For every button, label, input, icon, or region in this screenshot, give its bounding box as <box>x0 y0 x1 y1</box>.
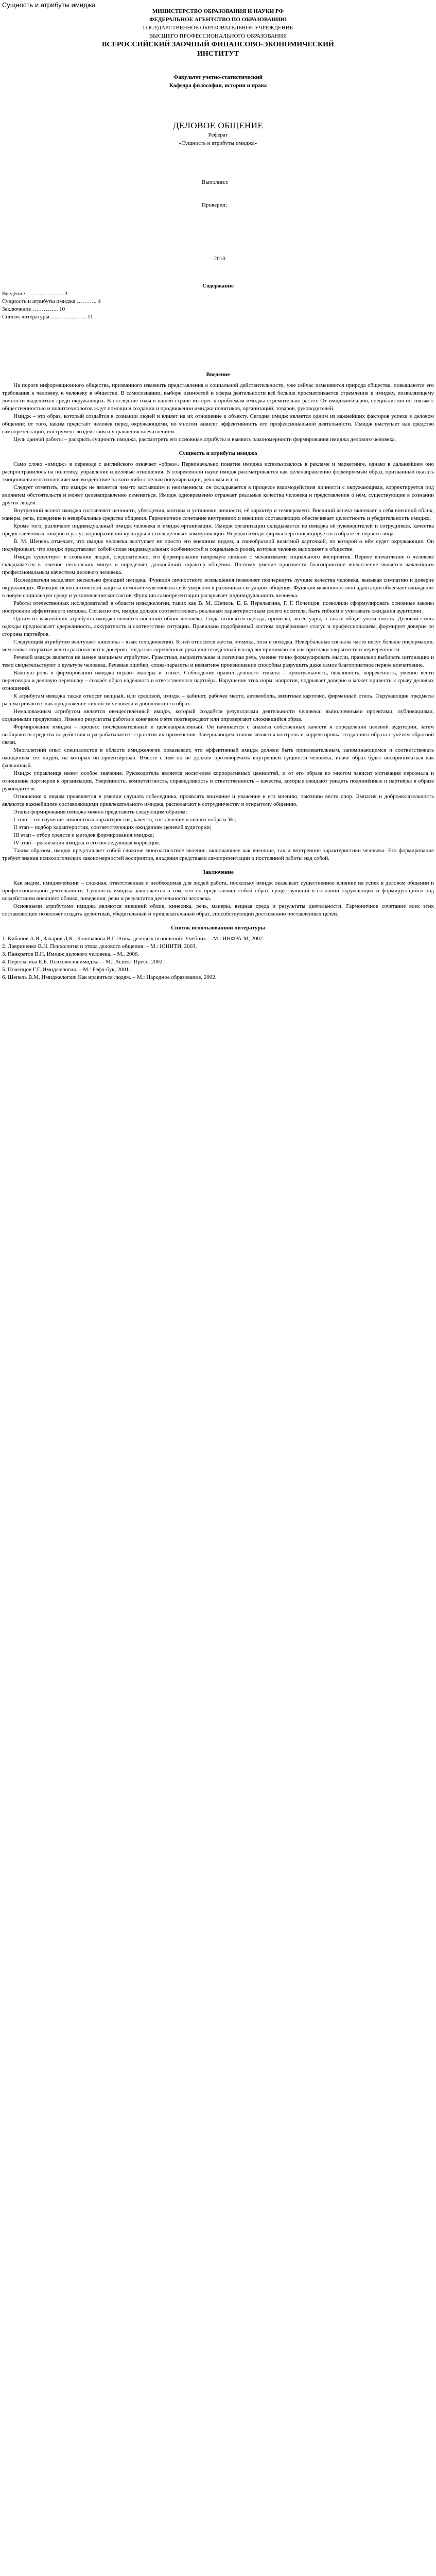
paragraph: Имидж существует в сознании людей, следовательно, его формирование напрямую связано с механизмами социального восприятия. Первое впечатление о человеке складывается в течение нескольких минут и определяет дальнейший характер общения. Поэтому умение произвести благоприятное впечатление является важнейшим профессиональным качеством делового человека. <box>2 554 434 575</box>
bibliography-item: 5. Почепцов Г.Г. Имиджелогия. – М.: Рефл-бук, 2001. <box>2 967 130 973</box>
section-heading: Заключение <box>202 869 234 875</box>
paragraph: Внутренний аспект имиджа составляют ценности, убеждения, мотивы и установки личности, её характер и темперамент. Внешний аспект включает в себя внешний облик, манеры, речь, поведение и невербальные средства общения. Гармоничное сочетание внутренних и внешних составляющих обеспечивает целостность и убедительность имиджа. <box>2 507 434 521</box>
paragraph: Отношение к людям проявляется в умении слушать собеседника, проявлять внимание и уважение к его мнению, тактично вести спор. Эмпатия и доброжелательность являются важнейшими составляющими привлекательного имиджа, располагают к сотрудничеству и открытому общению. <box>2 793 434 807</box>
paragraph: Цель данной работы – раскрыть сущность имиджа, рассмотреть его основные атрибуты и выявить закономерности формирования имиджа делового человека. <box>13 436 396 443</box>
paragraph: На пороге информационного общества, призванного изменить представления о социальной действительности, уже сейчас изменяются природа общества, повышаются его требования к человеку, к человеку в обществе. В самосознании, выборе ценностей и сферы деятельности всё больше просматривается стремление к имиджу, позволяющему личности выделиться среди окружающих. В последние годы в нашей стране интерес к проблемам имиджа стремительно растёт. От имиджмейкеров, специалистов по связям с общественностью и политтехнологов ждут помощи в создании и продвижении имиджа политиков, организаций, товаров, руководителей. <box>2 382 434 412</box>
paragraph: Само слово «имидж» в переводе с английского означает «образ». Первоначально понятие имиджа использовалось в рекламе и маркетинге, однако в дальнейшем оно распространилось на политику, управление и деловые отношения. В современной науке имидж рассматривается как целенаправленно формируемый образ, призванный оказать эмоционально-психологическое воздействие на кого-либо с целью популяризации, рекламы и т. п. <box>2 461 434 483</box>
toc-heading: Содержание <box>202 283 234 289</box>
bibliography-item: 3. Панкратов В.Н. Имидж делового человека. – М., 2006. <box>2 951 139 957</box>
paragraph: Кроме того, различают индивидуальный имидж человека и имидж организации. Имидж организации складывается из имиджа её руководителей и сотрудников, качества предоставляемых товаров и услуг, корпоративной культуры и стиля деловых коммуникаций. Нередко имидж фирмы персонифицируется в образе её первого лица. <box>2 523 434 537</box>
institution-type-line-2: ВЫСШЕГО ПРОФЕССИОНАЛЬНОГО ОБРАЗОВАНИЯ <box>149 33 287 39</box>
paragraph: Немаловажным атрибутом является овеществлённый имидж, который создаётся результатами деятельности человека: выполненными проектами, публикациями, созданными продуктами. Именно результаты работы в конечном счёте подтверждают или опровергают сложившийся образ. <box>2 708 434 722</box>
department-line: Кафедра философии, истории и права <box>169 82 267 89</box>
paragraph: IV этап – реализация имиджа и его последующая коррекция. <box>13 840 161 846</box>
document-title: Сущность и атрибуты имиджа <box>2 1 96 9</box>
paragraph: Этапы формирования имиджа можно представить следующим образом: <box>13 809 187 815</box>
work-topic: «Сущность и атрибуты имиджа» <box>178 140 258 146</box>
institution-type-line-1: ГОСУДАРСТВЕННОЕ ОБРАЗОВАТЕЛЬНОЕ УЧРЕЖДЕНИЕ <box>143 25 293 31</box>
ministry-line: МИНИСТЕРСТВО ОБРАЗОВАНИЯ И НАУКИ РФ <box>152 8 284 14</box>
city-year: - 2010 <box>211 256 225 262</box>
toc-item: Список литературы ………………. 11 <box>2 314 93 320</box>
paragraph: Следующим атрибутом выступает кинесика – язык телодвижений. К ней относятся жесты, мимика, поза и походка. Невербальные сигналы часто несут больше информации, чем слова: открытые жесты располагают к доверию, тогда как скрещённые руки или отведённый взгляд воспринимаются как признаки закрытости и неуверенности. <box>2 639 434 653</box>
title-page <box>0 7 436 263</box>
paragraph: I этап – это изучение личностных характеристик, качеств, составление и анализ «образа-Я»; <box>13 817 237 823</box>
checked-by-label: Проверил: <box>202 202 227 208</box>
bibliography-item: 6. Шепель В.М. Имиджелогия: Как нравиться людям. – М.: Народное образование, 2002. <box>2 974 217 980</box>
paragraph: Многолетний опыт специалистов в области имиджелогии показывает, что эффективный имидж должен быть привлекательным, запоминающимся и соответствовать ожиданиям тех людей, на которых он ориентирован. Вместе с тем он не должен противоречить внутренней сущности человека, иначе образ будет восприниматься как фальшивый. <box>2 747 434 769</box>
bibliography-item: 4. Перелыгина Е.Б. Психология имиджа. – М.: Аспект Пресс, 2002. <box>2 959 164 965</box>
paragraph: III этап – отбор средств и методов формирования имиджа; <box>13 832 154 838</box>
work-type: Реферат <box>208 132 228 138</box>
paragraph: Речевой имидж является не менее значимым атрибутом. Грамотная, выразительная и логичная речь, умение точно формулировать мысли, правильно выбирать интонацию и темп свидетельствуют о культуре человека. Речевые ошибки, слова-паразиты и невнятное произношение способны разрушить даже самое благоприятное первое впечатление. <box>2 654 434 668</box>
toc-item: Заключение ………….. 10 <box>2 306 65 312</box>
bibliography-heading: Список использованной литературы <box>171 925 265 931</box>
paragraph: Основными атрибутами имиджа являются внешний облик, кинесика, речь, манеры, вещная среда и результаты деятельности. Гармоничное сочетание всех этих составляющих позволяет создать целостный, убедительный и привлекательный образ, способствующий достижению поставленных целей. <box>2 903 434 917</box>
faculty-line: Факультет учетно-статистический <box>173 74 263 80</box>
table-of-contents <box>2 282 434 321</box>
bibliography-item: 2. Лавриненко В.Н. Психология и этика делового общения. – М.: ЮНИТИ, 2003. <box>2 943 197 950</box>
paragraph: Имидж управленца имеет особое значение. Руководитель является носителем корпоративных ценностей, и от его образа во многом зависит мотивация персонала и отношение партнёров к организации. Уверенность, компетентность, справедливость и ответственность – качества, которые ожидают увидеть подчинённые и партнёры в образе руководителя. <box>2 770 434 792</box>
work-subject: ДЕЛОВОЕ ОБЩЕНИЕ <box>172 121 264 130</box>
paragraph: Формирование имиджа – процесс последовательный и целенаправленный. Он начинается с анализа собственных качеств и определения целевой аудитории, затем выбираются средства воздействия и разрабатывается стратегия их применения. Завершающим этапом является контроль и корректировка созданного образа с учётом обратной связи. <box>2 724 434 745</box>
paragraph: Следует отметить, что имидж не является чем-то застывшим и неизменным: он складывается в процессе взаимодействия личности с окружающими, корректируется под влиянием обстоятельств и может целенаправленно изменяться. Имидж одновременно отражает реальные качества человека и представления о нём, существующие в сознании других людей. <box>2 484 434 506</box>
toc-item: Сущность и атрибуты имиджа ……….. 4 <box>2 298 101 304</box>
section-heading: Сущность и атрибуты имиджа <box>179 450 257 456</box>
paragraph: Работы отечественных исследователей в области имиджелогии, таких как В. М. Шепель, Е. Б. Перелыгина, Г. Г. Почепцов, позволили сформулировать основные законы построения эффективного имиджа. Согласно им, имидж должен соответствовать реальным характеристикам своего носителя, быть гибким и учитывать ожидания аудитории. <box>2 600 434 614</box>
paragraph: Исследователи выделяют несколько функций имиджа. Функция личностного возвышения позволяет подчеркнуть лучшие качества человека, вызывая симпатию и доверие окружающих. Функция психологической защиты помогает чувствовать себя уверенно в различных ситуациях общения. Функция межличностной адаптации облегчает вхождение в новую социальную среду и установление контактов. Функция самопрезентации раскрывает индивидуальность человека. <box>2 577 434 599</box>
bibliography-item: 1. Кибанов А.Я., Захаров Д.К., Коновалова В.Г. Этика деловых отношений: Учебник. – М.: ИНФРА-М, 2002. <box>2 936 265 942</box>
paragraph: Важную роль в формировании имиджа играют манеры и этикет. Соблюдение правил делового этикета – пунктуальность, вежливость, корректность, умение вести переговоры и деловую переписку – создаёт образ надёжного и ответственного партнёра. Нарушение этих норм, напротив, подрывает доверие и может привести к срыву деловых отношений. <box>2 670 434 691</box>
section-heading: Введение <box>206 371 230 378</box>
paragraph: К атрибутам имиджа также относят вещный, или средовой, имидж – кабинет, рабочее место, автомобиль, визитные карточки, фирменный стиль. Окружающие предметы рассматриваются как продолжение личности человека и дополняют его образ. <box>2 693 434 707</box>
performed-by-label: Выполнил: <box>202 179 229 185</box>
institute-name-line-2: ИНСТИТУТ <box>197 50 239 58</box>
institute-name-line-1: ВСЕРОССИЙСКИЙ ЗАОЧНЫЙ ФИНАНСОВО-ЭКОНОМИЧЕСКИЙ <box>102 41 334 48</box>
paragraph: Имидж – это образ, который создаётся в сознании людей и влияет на их отношение к объекту. Сегодня имидж является одним из важнейших факторов успеха в деловом общении: от того, каким предстаёт человек перед окружающими, во многом зависит эффективность его профессиональной деятельности. Имидж выступает как средство самопрезентации, инструмент воздействия и управления впечатлением. <box>2 413 434 435</box>
bibliography-list <box>2 935 434 981</box>
paragraph: II этап – подбор характеристик, соответствующих ожиданиям целевой аудитории; <box>13 824 212 831</box>
paragraph: Одним из важнейших атрибутов имиджа является внешний облик человека. Сюда относятся одежда, причёска, аксессуары, а также общая ухоженность. Деловой стиль одежды предполагает сдержанность, аккуратность и соответствие ситуации. Правильно подобранный костюм подчёркивает статус и профессионализм, формирует доверие со стороны партнёров. <box>2 616 434 637</box>
paragraph: Таким образом, имидж представляет собой сложное многоаспектное явление, включающее как внешние, так и внутренние характеристики человека. Его формирование требует знания психологических закономерностей восприятия, владения средствами самопрезентации и постоянной работы над собой. <box>2 848 434 861</box>
document-body <box>2 365 434 981</box>
paragraph: Как видим, имиджмейкинг – сложная, ответственная и необходимая для людей работа, поскольку имидж оказывает существенное влияние на успех в деловом общении и профессиональной деятельности. Сущность имиджа заключается в том, что он представляет собой образ, существующий в сознании окружающих и формирующийся под воздействием внешнего облика, поведения, речи и результатов деятельности человека. <box>2 880 434 902</box>
paragraph: В. М. Шепель отмечает, что имидж человека выступает не просто его внешним видом, а своеобразной визитной карточкой, по которой о нём судят окружающие. Он подчёркивает, что имидж представляет собой сплав индивидуальных особенностей и социальных ролей, которые человек выполняет в обществе. <box>2 538 434 552</box>
agency-line: ФЕДЕРАЛЬНОЕ АГЕНТСТВО ПО ОБРАЗОВАНИЮ <box>149 16 287 23</box>
toc-item: Введение ……………….. 3 <box>2 291 67 297</box>
